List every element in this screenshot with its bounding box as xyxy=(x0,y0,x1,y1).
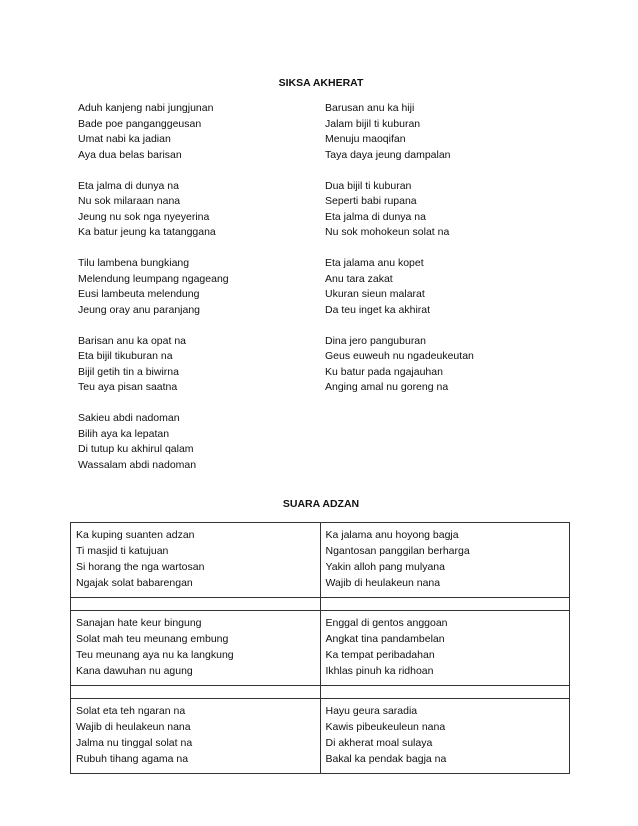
poem-line: Si horang the nga wartosan xyxy=(76,561,205,573)
poem-line: Jalma nu tinggal solat na xyxy=(76,737,193,749)
poem-line: Geus euweuh nu ngadeukeutan xyxy=(325,350,474,362)
poem-line: Bakal ka pendak bagja na xyxy=(325,753,447,765)
stanza xyxy=(78,334,229,396)
poem-line: Wassalam abdi nadoman xyxy=(78,458,197,471)
stanza-gap xyxy=(78,396,229,412)
poem-line: Seperti babi rupana xyxy=(325,195,417,207)
poem-line: Ngajak solat babarengan xyxy=(76,577,193,589)
poem-line: Eta jalma di dunya na xyxy=(325,210,426,223)
poem-line: Solat mah teu meunang embung xyxy=(76,633,229,645)
poem-line: Ikhlas pinuh ka ridhoan xyxy=(325,665,434,677)
stanza xyxy=(78,179,229,241)
poem-line: Ngantosan panggilan berharga xyxy=(325,545,470,557)
stanza xyxy=(78,256,229,318)
table-cell xyxy=(71,611,321,686)
poem-line: Di tutup ku akhirul qalam xyxy=(78,443,194,455)
table-row xyxy=(71,523,570,598)
table-spacer-cell xyxy=(320,686,570,699)
poem-line: Bilih aya ka lepatan xyxy=(78,427,170,440)
table-spacer-cell xyxy=(71,598,321,611)
poem-title-suara-adzan: SUARA ADZAN xyxy=(282,498,360,510)
poem-line: Eta jalma di dunya na xyxy=(78,179,179,192)
poem-line: Eusi lambeuta melendung xyxy=(78,288,200,300)
poem-line: Barisan anu ka opat na xyxy=(78,334,186,347)
poem1-left-column xyxy=(78,101,229,473)
poem-line: Taya daya jeung dampalan xyxy=(325,148,451,161)
poem-line: Melendung leumpang ngageang xyxy=(78,272,229,285)
poem-line: Jeung oray anu paranjang xyxy=(78,303,201,316)
table-row xyxy=(71,699,570,774)
poem-line: Tilu lambena bungkiang xyxy=(78,257,190,269)
poem-line: Kawis pibeukeuleun nana xyxy=(325,721,446,733)
stanza-gap xyxy=(78,163,229,179)
poem-line: Ka tempat peribadahan xyxy=(325,649,435,661)
poem-line: Rubuh tihang agama na xyxy=(76,753,189,765)
table-spacer-cell xyxy=(71,686,321,699)
poem-line: Di akherat moal sulaya xyxy=(325,737,433,749)
poem-line: Bade poe panganggeusan xyxy=(78,117,202,130)
stanza-gap xyxy=(325,318,474,334)
stanza xyxy=(325,101,474,163)
table-cell xyxy=(320,611,570,686)
table-cell xyxy=(320,699,570,774)
poem-line: Ka kuping suanten adzan xyxy=(76,529,195,541)
poem-line: Enggal di gentos anggoan xyxy=(325,617,448,629)
poem-line: Eta bijil tikuburan na xyxy=(78,350,173,362)
poem-line: Bijil getih tin a biwirna xyxy=(78,365,179,378)
table-cell xyxy=(71,699,321,774)
poem-line: Wajib di heulakeun nana xyxy=(325,577,441,589)
poem-line: Dina jero panguburan xyxy=(325,334,426,347)
table-cell xyxy=(320,523,570,598)
poem-line: Solat eta teh ngaran na xyxy=(76,705,186,717)
poem-line: Hayu geura saradia xyxy=(325,705,418,717)
table-spacer-row xyxy=(71,686,570,699)
stanza xyxy=(325,256,474,318)
poem-line: Sakieu abdi nadoman xyxy=(78,412,180,424)
stanza-gap xyxy=(78,318,229,334)
stanza-gap xyxy=(325,163,474,179)
poem-line: Teu meunang aya nu ka langkung xyxy=(76,649,234,661)
poem-line: Ti masjid ti katujuan xyxy=(76,545,169,557)
table-spacer-cell xyxy=(320,598,570,611)
poem-line: Ka batur jeung ka tatanggana xyxy=(78,226,216,238)
poem-line: Aya dua belas barisan xyxy=(78,148,182,161)
poem-line: Umat nabi ka jadian xyxy=(78,133,171,145)
poem-line: Yakin alloh pang mulyana xyxy=(325,561,445,573)
poem-line: Ukuran sieun malarat xyxy=(325,288,425,300)
stanza-gap xyxy=(78,241,229,257)
poem-line: Jeung nu sok nga nyeyerina xyxy=(78,210,210,223)
poem-line: Jalam bijil ti kuburan xyxy=(325,117,421,130)
table-cell xyxy=(71,523,321,598)
poem-line: Dua bijil ti kuburan xyxy=(325,179,412,192)
poem-line: Eta jalama anu kopet xyxy=(325,257,424,269)
poem-line: Sanajan hate keur bingung xyxy=(76,617,202,629)
poem-line: Teu aya pisan saatna xyxy=(78,381,178,393)
table-spacer-row xyxy=(71,598,570,611)
poem-title-siksa-akherat: SIKSA AKHERAT xyxy=(278,77,364,89)
poem-line: Ka jalama anu hoyong bagja xyxy=(325,529,459,541)
poem-line: Barusan anu ka hiji xyxy=(325,102,415,114)
poem-line: Angkat tina pandambelan xyxy=(325,633,445,645)
poem-line: Kana dawuhan nu agung xyxy=(76,665,193,677)
poem-line: Nu sok mohokeun solat na xyxy=(325,226,450,238)
poem-line: Anging amal nu goreng na xyxy=(325,381,449,393)
stanza xyxy=(78,101,229,163)
poem-line: Anu tara zakat xyxy=(325,272,393,285)
poem-line: Wajib di heulakeun nana xyxy=(76,721,191,733)
stanza xyxy=(325,334,474,396)
poem1-right-column xyxy=(325,101,474,396)
poem-line: Nu sok milaraan nana xyxy=(78,195,181,207)
poem-line: Aduh kanjeng nabi jungjunan xyxy=(78,102,214,114)
suara-adzan-table xyxy=(70,522,570,774)
poem-line: Da teu inget ka akhirat xyxy=(325,303,431,316)
poem-line: Ku batur pada ngajauhan xyxy=(325,365,443,378)
stanza xyxy=(325,179,474,241)
stanza-gap xyxy=(325,241,474,257)
poem-line: Menuju maoqifan xyxy=(325,133,406,145)
stanza xyxy=(78,411,229,473)
table-row xyxy=(71,611,570,686)
